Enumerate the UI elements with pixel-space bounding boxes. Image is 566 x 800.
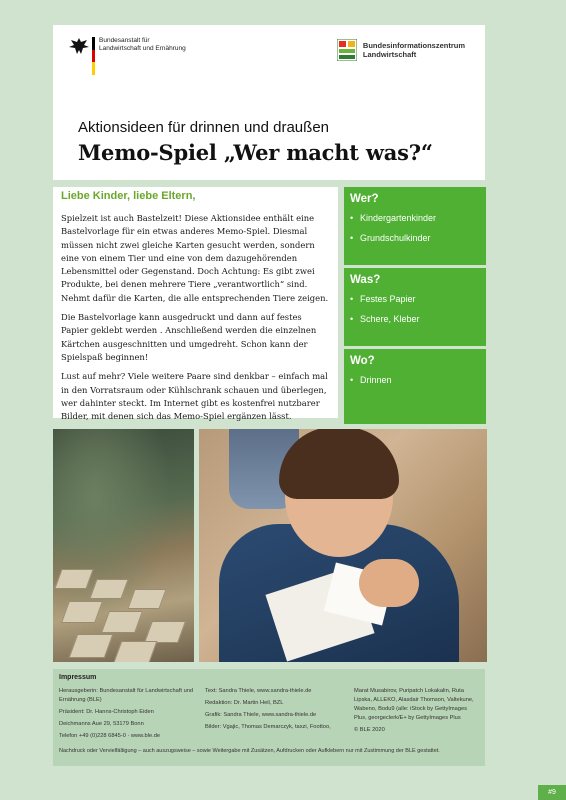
sidebar-box-wo <box>344 349 486 424</box>
impressum-line: Telefon +49 (0)228 6845-0 · www.ble.de <box>59 733 161 739</box>
impressum-col-credits <box>205 687 350 744</box>
header-panel <box>53 25 485 180</box>
impressum-line: Text: Sandra Thiele, www.sandra-thiele.de <box>205 688 312 694</box>
memo-cards-photo <box>53 429 194 662</box>
paragraph-instructions: Die Bastelvorlage kann ausgedruckt und dann auf festes Papier geklebt werden . Anschließend werden die einzelnen Kärtchen ausgeschnitten und umgedreht. Schon kann der Spielspaß beginnen! <box>61 312 317 362</box>
main-text-panel <box>53 187 338 422</box>
child-cutting-paper-photo <box>199 429 487 662</box>
impressum-line: Redaktion: Dr. Martin Heil, BZL <box>205 700 284 706</box>
impressum-line: © BLE 2020 <box>354 727 385 733</box>
impressum-line: Präsident: Dr. Hanns-Christoph Eiden <box>59 709 154 715</box>
eagle-icon <box>68 37 90 55</box>
bzl-logo-text <box>363 41 465 59</box>
bzl-logo-line-1: Bundesinformationszentrum <box>362 41 465 50</box>
page-number: #9 <box>538 785 566 800</box>
sidebar-item: • Festes Papier <box>350 294 480 304</box>
sidebar-item: • Schere, Kleber <box>350 314 480 324</box>
sidebar-box-was <box>344 268 486 346</box>
sidebar-heading-wer: Wer? <box>350 193 379 205</box>
sidebar-heading-wo: Wo? <box>350 355 375 367</box>
impressum <box>53 669 485 766</box>
sidebar-heading-was: Was? <box>350 274 381 286</box>
german-flag-icon <box>92 37 95 75</box>
impressum-footer: Nachdruck oder Vervielfältigung – auch auszugsweise – sowie Weitergabe mit Zusätzen, Aufdrucken oder Aufklebern nur mit Zustimmung der BLE gestattet. <box>59 748 440 754</box>
impressum-line: Herausgeberin: Bundesanstalt für Landwirtschaft und Ernährung (BLE) <box>59 688 194 703</box>
sidebar-item: • Kindergartenkinder <box>350 213 480 223</box>
sidebar-item: • Grundschulkinder <box>350 233 480 243</box>
ble-logo-line-1: Bundesanstalt für <box>99 37 150 44</box>
ble-logo-line-2: Landwirtschaft und Ernährung <box>99 45 186 52</box>
greeting: Liebe Kinder, liebe Eltern, <box>61 190 196 202</box>
paragraph-more: Lust auf mehr? Viele weitere Paare sind denkbar – einfach mal in den Vorratsraum oder Kühlschrank schauen und überlegen, wer dahinter steckt. Im Internet gibt es kostenfrei nutzbarer Bilder, mit denen sich das Memo-Spiel ergänzen lässt. <box>61 371 328 422</box>
page-title: Memo-Spiel „Wer macht was?“ <box>78 140 433 165</box>
bzl-mark-icon <box>337 39 357 61</box>
paragraph-intro: Spielzeit ist auch Bastelzeit! Diese Aktionsidee enthält eine Bastelvorlage für ein etwas anderes Memo-Spiel. Diesmal müssen nicht zwei gleiche Karten gesucht werden, sondern eine von einem Tier und eine von dem dazugehörenden Lebensmittel oder Gegenstand. Doch Achtung: Es gibt zwei Produkte, bei denen mehrere Tiere „verantwortlich“ sind. Nehmt dafür die Karten, die alle entsprechenden Tiere zeigen. <box>61 213 329 303</box>
impressum-col-images <box>354 687 479 744</box>
ble-logo <box>68 37 186 75</box>
sidebar-item: • Drinnen <box>350 375 480 385</box>
impressum-col-publisher <box>59 687 199 744</box>
bzl-logo-line-2: Landwirtschaft <box>362 50 417 59</box>
ble-logo-text <box>99 37 186 53</box>
impressum-line: Grafik: Sandra Thiele, www.sandra-thiele.de <box>205 712 317 718</box>
sidebar-box-wer <box>344 187 486 265</box>
impressum-title: Impressum <box>59 674 97 681</box>
impressum-line: Bilder: Vgajic, Thomas Demarczyk, taxzi, Foottoo, <box>205 724 331 730</box>
impressum-line: Marat Musabirov, Puripatch Lokakalin, Ruta Lipska, ALLEKO, Alasdair Thomson, Valtekune, Wabeno, Bodu9 (alle: iStock by GettyImages Plus, georgeclerk/E+ by GettyImages Plus <box>354 688 474 721</box>
impressum-line: Deichmanns Aue 29, 53179 Bonn <box>59 721 144 727</box>
page-subtitle: Aktionsideen für drinnen und draußen <box>78 119 330 136</box>
bzl-logo <box>337 39 465 61</box>
